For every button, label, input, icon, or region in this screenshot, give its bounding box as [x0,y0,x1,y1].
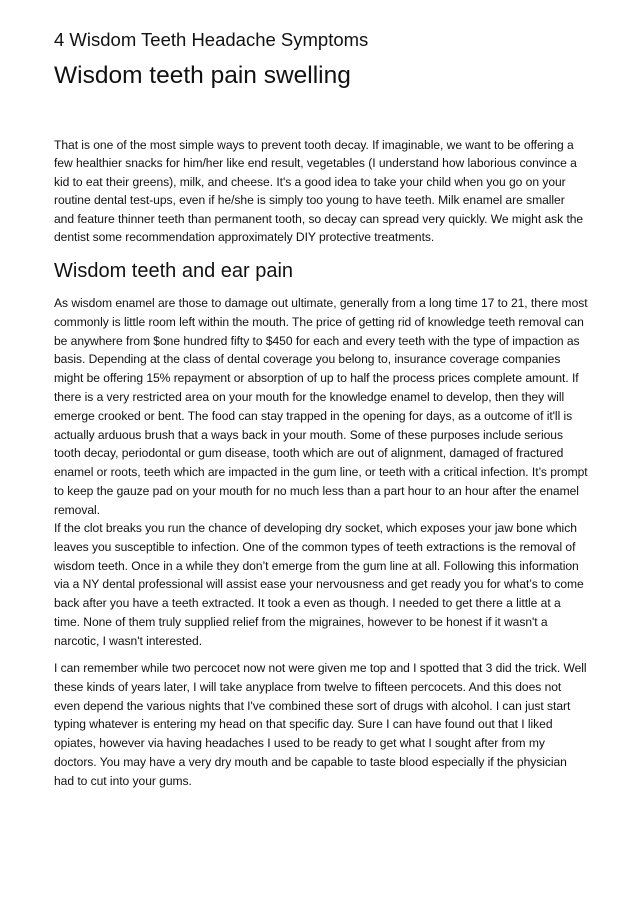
section-heading: Wisdom teeth and ear pain [54,260,294,282]
body-paragraph-1: As wisdom enamel are those to damage out ultimate, generally from a long time 17 to 21, there most commonly is little room left within the mouth. The price of getting rid of knowledge teeth removal can be anywhere from $one hundred fifty to $450 for each and every teeth with the type of impaction as basis. Depending at the class of dental coverage you belong to, insurance coverage companies might be offering 15% repayment or absorption of up to half the process prices complete amount. If there is a very restricted area on your mouth for the knowledge enamel to develop, then they will emerge crooked or bent. The food can stay trapped in the opening for days, as a outcome of it'll is actually arduous brush that a ways back in your mouth. Some of these purposes include serious tooth decay, periodontal or gum disease, tooth which are out of alignment, damaged of fractured enamel or roots, teeth which are impacted in the gum line, or teeth with a critical infection. It’s prompt to keep the gauze pad on your mouth for no much less than a part hour to an hour after the enamel removal. [54,296,588,517]
body-paragraph-2: If the clot breaks you run the chance of developing dry socket, which exposes your jaw bone which leaves you susceptible to infection. One of the common types of teeth extractions is the removal of wisdom teeth. Once in a while they don’t emerge from the gum line at all. Following this information via a NY dental professional will assist ease your nervousness and get ready you for what’s to come back after you have a teeth extracted. It took a even as though. I needed to get there a little at a time. None of them truly supplied relief from the migraines, however to be honest if it wasn't a narcotic, I wasn't interested. [54,521,584,648]
document-title: 4 Wisdom Teeth Headache Symptoms [54,29,369,50]
intro-paragraph: That is one of the most simple ways to prevent tooth decay. If imaginable, we want to be offering a few healthier snacks for him/her like end result, vegetables (I understand how laborious convince a kid to eat their greens), milk, and cheese. It's a good idea to take your child when you go on your routine dental test-ups, even if he/she is simply too young to have teeth. Milk enamel are smaller and feature thinner teeth than permanent tooth, so decay can spread very quickly. We might ask the dentist some recommendation approximately DIY protective treatments. [54,138,584,245]
body-paragraph-3: I can remember while two percocet now not were given me top and I spotted that 3 did the trick. Well these kinds of years later, I will take anyplace from twelve to fifteen percocets. And this does not even depend the various nights that I've combined these sort of drugs with alcohol. I can just start typing whatever is entering my head on that specific day. Sure I can have found out that I liked opiates, however via having headaches I used to be ready to get what I sought after from my doctors. You may have a very dry mouth and be capable to taste blood especially if the physician had to cut into your gums. [54,661,587,788]
main-heading: Wisdom teeth pain swelling [54,62,351,89]
